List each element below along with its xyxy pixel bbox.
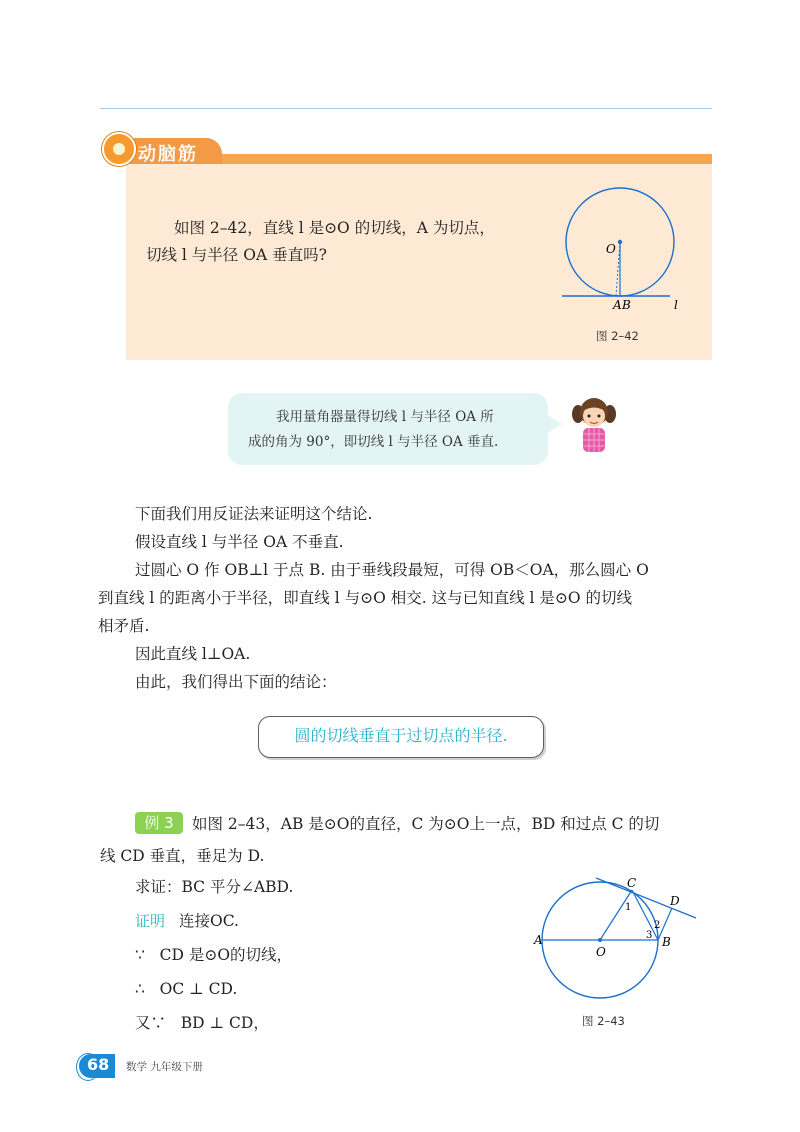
header-band	[210, 154, 712, 164]
figure-2-43	[536, 868, 702, 1000]
body-paragraph-2: 假设直线 l 与半径 OA 不垂直.	[135, 533, 344, 551]
angle-label-1: 1	[625, 902, 632, 913]
proof-step-1-row	[135, 904, 495, 938]
center-point-o-2	[598, 938, 602, 942]
page-number: 68	[87, 1055, 110, 1074]
body-paragraph-1: 下面我们用反证法来证明这个结论.	[135, 505, 373, 523]
body-text	[98, 500, 725, 696]
tangent-cd	[596, 878, 696, 918]
label-d: D	[670, 894, 680, 908]
body-paragraph-5: 由此，我们得出下面的结论：	[135, 673, 337, 691]
label-b-2: B	[662, 935, 671, 949]
footer-book-title: 数学 九年级下册	[126, 1061, 203, 1073]
proof-step-1: 连接OC.	[179, 912, 239, 930]
body-paragraph-3b: 到直线 l 的距离小于半径，即直线 l 与⊙O 相交. 这与已知直线 l 是⊙O 的切线	[98, 589, 633, 607]
bubble-line-2: 成的角为 90°，即切线 l 与半径 OA 垂直.	[248, 434, 499, 450]
label-a: A	[613, 298, 622, 312]
body-paragraph-3c: 相矛盾.	[98, 617, 150, 635]
label-b: B	[622, 298, 631, 312]
angle-label-3: 3	[646, 930, 653, 941]
conclusion-box	[258, 716, 544, 758]
gear-icon	[102, 132, 136, 166]
proof-step-2: ∵ CD 是⊙O的切线，	[135, 946, 293, 964]
label-l: l	[674, 298, 678, 312]
example-tag: 例 3	[135, 812, 183, 834]
angle-label-2: 2	[654, 920, 661, 931]
figure-2-42-caption: 图 2–42	[596, 329, 639, 343]
bubble-line-1: 我用量角器量得切线 l 与半径 OA 所	[276, 409, 494, 425]
think-header	[100, 132, 712, 164]
page-number-badge	[79, 1054, 115, 1078]
proof-step-3: ∴ OC ⊥ CD.	[135, 980, 238, 998]
body-paragraph-3a: 过圆心 O 作 OB⊥l 于点 B. 由于垂线段最短，可得 OB＜OA，那么圆心 O	[135, 561, 649, 579]
think-question	[146, 215, 546, 269]
figure-2-43-caption: 图 2–43	[582, 1014, 625, 1028]
example-3-text	[100, 808, 720, 872]
prove-statement: 求证：BC 平分∠ABD.	[135, 878, 294, 896]
example-line-2: 线 CD 垂直，垂足为 D.	[100, 847, 265, 865]
figure-2-42	[556, 182, 696, 352]
proof-block	[135, 870, 495, 1040]
body-paragraph-4: 因此直线 l⊥OA.	[135, 645, 251, 663]
think-title: 动脑筋	[138, 144, 198, 165]
label-o: O	[606, 242, 616, 256]
label-a-2: A	[534, 933, 543, 947]
top-rule	[100, 108, 712, 109]
conclusion-text: 圆的切线垂直于过切点的半径.	[294, 726, 508, 745]
proof-keyword: 证明	[135, 912, 166, 930]
label-o-2: O	[596, 945, 606, 959]
example-line-1: 如图 2–43，AB 是⊙O的直径，C 为⊙O上一点，BD 和过点 C 的切	[192, 815, 660, 833]
speech-bubble	[228, 393, 548, 465]
segment-oc	[600, 890, 632, 940]
question-line-1: 如图 2–42，直线 l 是⊙O 的切线，A 为切点，	[174, 219, 495, 237]
center-point-o	[618, 240, 622, 244]
girl-avatar-icon	[568, 392, 620, 456]
proof-step-4: 又∵ BD ⊥ CD，	[135, 1014, 269, 1032]
question-line-2: 切线 l 与半径 OA 垂直吗?	[146, 246, 327, 264]
bubble-text	[248, 405, 538, 455]
label-c: C	[627, 876, 637, 890]
